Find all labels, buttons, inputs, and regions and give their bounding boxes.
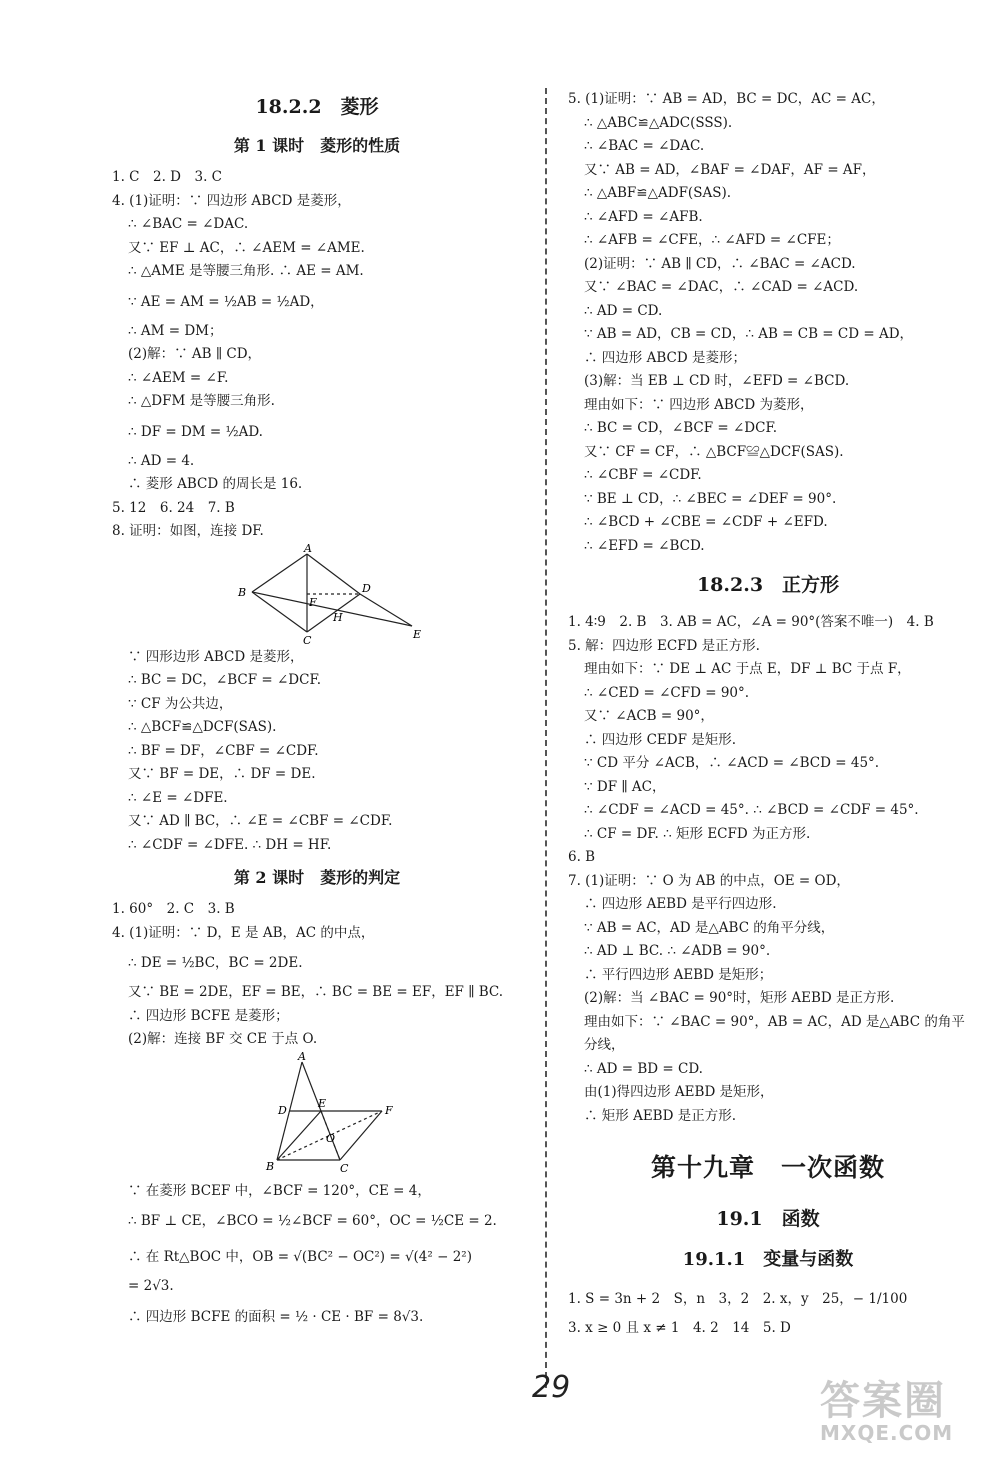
right-answers-b [568, 611, 968, 1128]
answer-line: ∵ AE = AM = ½AB = ½AD， [128, 293, 324, 310]
answer-line: 5. (1)证明：∵ AB = AD，BC = DC，AC = AC， [568, 91, 885, 107]
answer-line: ∴ 四边形 ABCD 是菱形； [584, 349, 746, 366]
answer-line: ∴ 平行四边形 AEBD 是矩形； [584, 966, 773, 983]
answer-line: ∴ 矩形 AEBD 是正方形. [584, 1107, 737, 1124]
answer-line: 分线， [584, 1037, 625, 1053]
answer-line: ∴ 在 Rt△BOC 中，OB = √(BC² − OC²) = √(4² − 2²) [128, 1249, 472, 1265]
answer-line: ∴ ∠CDF = ∠ACD = 45°. ∴ ∠BCD = ∠CDF = 45°. [584, 802, 919, 818]
answer-line: ∴ DE = ½BC，BC = 2DE. [128, 955, 303, 971]
lesson1-answers-a [112, 166, 522, 544]
section-title-function: 19.1 函数 [716, 1208, 820, 1230]
answer-line: (3)解：当 EB ⊥ CD 时，∠EFD = ∠BCD. [584, 373, 850, 389]
right-column [568, 88, 968, 1341]
answer-line: ∴ ∠CED = ∠CFD = 90°. [584, 684, 750, 701]
answer-line: ∴ △AME 是等腰三角形. ∴ AE = AM. [128, 263, 364, 279]
answer-line: ∴ DF = DM = ½AD. [128, 423, 263, 440]
answer-line: ∵ CF 为公共边， [128, 695, 233, 712]
answer-line: 1. 4∶9 2. B 3. AB = AC，∠A = 90°(答案不唯一) 4. B [568, 614, 934, 630]
answer-line: 1. C 2. D 3. C [112, 169, 222, 185]
answer-line: 6. B [568, 849, 596, 865]
answer-line: ∵ 在菱形 BCEF 中，∠BCF = 120°，CE = 4， [128, 1182, 431, 1199]
subsection-title: 19.1.1 变量与函数 [682, 1249, 854, 1270]
answer-line: ∴ ∠AFB = ∠CFE，∴ ∠AFD = ∠CFE； [584, 232, 840, 248]
figure2-label: B [266, 1159, 275, 1173]
section-title-rhombus: 18.2.2 菱形 [255, 96, 379, 118]
answer-line: (2)解：∵ AB ∥ CD， [128, 346, 262, 362]
figure2-label: F [385, 1103, 393, 1117]
answer-line: 由(1)得四边形 AEBD 是矩形， [584, 1084, 774, 1100]
answer-line: 又∵ ∠BAC = ∠DAC，∴ ∠CAD = ∠ACD. [584, 279, 859, 295]
answer-line: 又∵ BF = DE，∴ DF = DE. [128, 766, 316, 782]
answer-line: 7. (1)证明：∵ O 为 AB 的中点，OE = OD， [568, 872, 850, 889]
answer-line: ∴ AD = CD. [584, 302, 663, 319]
answer-line: 4. (1)证明：∵ 四边形 ABCD 是菱形， [112, 192, 351, 209]
answer-line: ∴ BF = DF，∠CBF = ∠CDF. [128, 742, 319, 759]
answer-line: ∴ ∠CDF = ∠DFE. ∴ DH = HF. [128, 836, 332, 853]
answer-line: 理由如下：∵ ∠BAC = 90°，AB = AC，AD 是△ABC 的角平 [584, 1013, 965, 1030]
chapter-title: 第十九章 一次函数 [650, 1153, 885, 1182]
answer-line: ∴ △ABC≌△ADC(SSS). [584, 114, 733, 131]
answer-line: 又∵ ∠ACB = 90°， [584, 708, 714, 724]
answer-line: ∴ BC = DC，∠BCF = ∠DCF. [128, 672, 322, 688]
answer-line: ∵ 四形边形 ABCD 是菱形， [128, 648, 304, 665]
answer-line: ∴ ∠E = ∠DFE. [128, 789, 228, 806]
answer-line: (2)解：当 ∠BAC = 90°时，矩形 AEBD 是正方形. [584, 990, 895, 1006]
answer-line: 3. x ≥ 0 且 x ≠ 1 4. 2 14 5. D [568, 1320, 791, 1336]
answer-line: ∴ 菱形 ABCD 的周长是 16. [128, 476, 303, 492]
answer-line: ∵ BE ⊥ CD，∴ ∠BEC = ∠DEF = 90°. [584, 490, 837, 507]
answer-line: 5. 解：四边形 ECFD 是正方形. [568, 637, 760, 654]
figure1-label: F [309, 595, 317, 609]
figure1-label: H [333, 610, 343, 624]
figure-rhombus-abcd [112, 541, 522, 647]
answer-line: ∴ ∠CBF = ∠CDF. [584, 467, 702, 483]
answer-line: ∴ BC = CD，∠BCF = ∠DCF. [584, 420, 778, 436]
answer-line: ∴ 四边形 BCFE 是菱形； [128, 1007, 289, 1024]
answer-line: ∴ 四边形 BCFE 的面积 = ½ · CE · BF = 8√3. [128, 1308, 424, 1325]
figure1-label: C [303, 633, 312, 647]
figure1-label: D [362, 581, 371, 595]
figure2-label: D [278, 1103, 287, 1117]
answer-line: 1. 60° 2. C 3. B [112, 901, 235, 917]
answer-line: 理由如下：∵ DE ⊥ AC 于点 E，DF ⊥ BC 于点 F， [584, 661, 911, 677]
answer-line: ∴ 四边形 AEBD 是平行四边形. [584, 896, 777, 912]
lesson2-answers-b [112, 1180, 522, 1335]
answer-line: 1. S = 3n + 2 S，n 3，2 2. x，y 25，− 1/100 [568, 1291, 908, 1307]
answer-line: ∴ ∠BAC = ∠DAC. [584, 138, 705, 154]
figure1-label: E [413, 627, 422, 641]
figure2-label: O [326, 1131, 336, 1145]
watermark-text-top: 答案圈 [820, 1378, 946, 1424]
answer-line: 又∵ AD ∥ BC，∴ ∠E = ∠CBF = ∠CDF. [128, 813, 393, 829]
answer-line: 8. 证明：如图，连接 DF. [112, 523, 264, 539]
page-number: 29 [532, 1370, 571, 1405]
section-title-square: 18.2.3 正方形 [696, 574, 840, 596]
figure2-label: A [298, 1049, 306, 1063]
answer-line: ∴ ∠BCD + ∠CBE = ∠CDF + ∠EFD. [584, 514, 828, 530]
figure2-label: E [318, 1096, 327, 1110]
answer-line: ∴ ∠AFD = ∠AFB. [584, 208, 703, 225]
figure-rhombus-bcfe [112, 1049, 522, 1175]
answer-line: (2)证明：∵ AB ∥ CD，∴ ∠BAC = ∠ACD. [584, 255, 856, 272]
answer-line: ∴ 四边形 CEDF 是矩形. [584, 731, 737, 748]
watermark-logo [820, 1380, 990, 1450]
answer-line: ∴ AM = DM； [128, 322, 223, 339]
answer-line: 理由如下：∵ 四边形 ABCD 为菱形， [584, 396, 814, 413]
answer-line: ∴ AD = 4. [128, 452, 195, 469]
answer-line: 又∵ CF = CF，∴ △BCF≌△DCF(SAS). [584, 443, 844, 460]
answer-line: ∴ △BCF≌△DCF(SAS). [128, 719, 277, 735]
lesson2-answers-a [112, 898, 522, 1052]
answer-line: 又∵ AB = AD，∠BAF = ∠DAF，AF = AF， [584, 161, 876, 178]
answer-line: ∵ AB = AC，AD 是△ABC 的角平分线， [584, 919, 835, 936]
answer-line: 又∵ EF ⊥ AC，∴ ∠AEM = ∠AME. [128, 239, 365, 256]
watermark-text-bottom: MXQE.COM [820, 1421, 954, 1445]
figure1-label: B [238, 585, 247, 599]
answer-line: ∴ CF = DF. ∴ 矩形 ECFD 为正方形. [584, 825, 811, 842]
lesson1-title: 第 1 课时 菱形的性质 [233, 136, 401, 155]
column-divider [545, 88, 547, 1388]
answer-line: ∴ ∠EFD = ∠BCD. [584, 537, 705, 554]
answer-line: = 2√3. [128, 1278, 174, 1294]
answer-line: ∵ AB = AD，CB = CD，∴ AB = CB = CD = AD， [584, 326, 914, 342]
figure1-label: A [304, 541, 312, 555]
lesson2-title: 第 2 课时 菱形的判定 [233, 868, 401, 887]
left-column [112, 88, 522, 1335]
answer-line: ∴ BF ⊥ CE，∠BCO = ½∠BCF = 60°，OC = ½CE = 2. [128, 1213, 497, 1229]
answer-line: ∵ CD 平分 ∠ACB，∴ ∠ACD = ∠BCD = 45°. [584, 755, 880, 771]
answer-line: ∴ AD ⊥ BC. ∴ ∠ADB = 90°. [584, 943, 771, 959]
right-answers-c [568, 1281, 968, 1341]
answer-line: (2)解：连接 BF 交 CE 于点 O. [128, 1031, 318, 1047]
right-answers-a [568, 88, 968, 558]
answer-line: ∴ △ABF≌△ADF(SAS). [584, 185, 732, 201]
answer-line: ∴ △DFM 是等腰三角形. [128, 393, 275, 409]
answer-line: 5. 12 6. 24 7. B [112, 499, 235, 516]
answer-line: 4. (1)证明：∵ D，E 是 AB，AC 的中点， [112, 924, 375, 941]
answer-line: 又∵ BE = 2DE，EF = BE，∴ BC = BE = EF，EF ∥ BC. [128, 984, 504, 1000]
answer-line: ∵ DF ∥ AC， [584, 778, 666, 795]
lesson1-answers-b [112, 646, 522, 858]
answer-line: ∴ ∠AEM = ∠F. [128, 369, 229, 386]
figure2-label: C [340, 1161, 349, 1175]
answer-line: ∴ ∠BAC = ∠DAC. [128, 216, 249, 232]
answer-line: ∴ AD = BD = CD. [584, 1060, 703, 1077]
